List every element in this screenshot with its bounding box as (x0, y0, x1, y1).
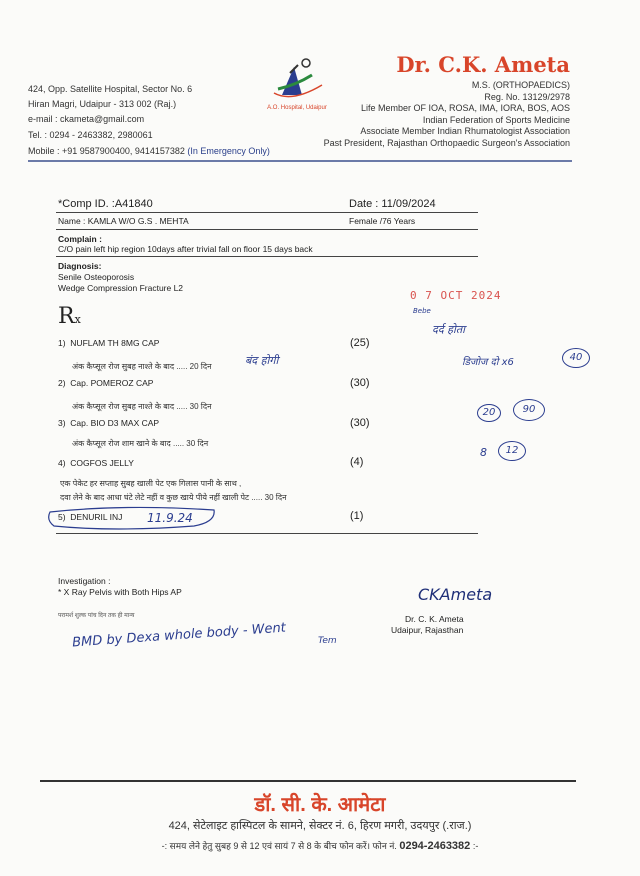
header-divider (28, 160, 572, 162)
handwritten-mark: 8 (480, 446, 487, 459)
handwritten-circled-number: 20 (477, 404, 501, 422)
handwritten-note: बंद होगी (245, 354, 279, 367)
patient-name: Name : KAMLA W/O G.S . MEHTA (58, 216, 189, 226)
rule (56, 229, 478, 230)
qualification-line: Associate Member Indian Rhumatologist Association (360, 126, 570, 136)
doctor-signature: CKAmeta (418, 585, 493, 604)
handwritten-bmd-note: Tem (318, 636, 337, 646)
patient-sex-age: Female /76 Years (349, 216, 416, 226)
medication-instructions: अंक कैप्सूल रोज सुबह नाश्ते के बाद ..... 20 दिन (72, 362, 212, 371)
complain-label: Complain : (58, 234, 102, 244)
qualifications (324, 80, 570, 149)
comp-id: *Comp ID. :A41840 (58, 198, 153, 210)
medication-instructions: अंक कैप्सूल रोज शाम खाने के बाद ..... 30 दिन (72, 439, 209, 448)
rx-symbol: Rx (58, 304, 81, 329)
medication-instructions: एक पेकेट हर सप्ताह सुबह खाली पेट एक गिलास पानी के साथ , (60, 479, 242, 488)
footer-doctor-name: डॉ. सी. के. आमेटा (254, 794, 386, 816)
qualification-line: Reg. No. 13129/2978 (484, 91, 570, 102)
consultation-note: परामर्श शुल्क पांच दिन तक ही मान्य (58, 613, 135, 619)
handwritten-circled-number: 12 (498, 441, 526, 461)
mobile-line (28, 144, 270, 159)
qualification-line: Indian Federation of Sports Medicine (422, 114, 570, 125)
email-line: e-mail : ckameta@gmail.com (28, 114, 145, 124)
handwritten-circled-number: 40 (562, 348, 590, 368)
medication-qty: (4) (350, 456, 364, 468)
handwritten-note: Bebe (413, 307, 431, 315)
footer-address: 424, सेटेलाइट हास्पिटल के सामने, सेक्टर नं. 6, हिरण मगरी, उदयपुर (.राज.) (168, 820, 472, 832)
medication-qty: (1) (350, 510, 364, 522)
visit-date: Date : 11/09/2024 (349, 198, 436, 210)
doctor-name: Dr. C.K. Ameta (396, 52, 570, 77)
qualification-line: M.S. (ORTHOPAEDICS) (471, 80, 570, 90)
address-line-2: Hiran Magri, Udaipur - 313 002 (Raj.) (28, 99, 177, 109)
complain-text: C/O pain left hip region 10days after trivial fall on floor 15 days back (58, 244, 313, 254)
medication-item: 3) Cap. BIO D3 MAX CAP (58, 418, 160, 428)
investigation-item: * X Ray Pelvis with Both Hips AP (58, 587, 182, 597)
medication-item: 5) DENURIL INJ (58, 512, 123, 522)
investigation-label: Investigation : (58, 576, 111, 586)
diagnosis-line: Senile Osteoporosis (58, 272, 135, 282)
medication-instructions: दवा लेने के बाद आधा घंटे लेटे नहीं व कुछ खाये पीये नहीं खाली पेट ..... 30 दिन (60, 493, 287, 502)
medication-item: 2) Cap. POMEROZ CAP (58, 378, 154, 388)
footer-timing: -: समय लेने हेतु सुबह 9 से 12 एवं सायं 7 से 8 के बीच फोन करें। फोन नं. 0294-2463382 :- (161, 840, 479, 852)
footer-phone: 0294-2463382 (399, 840, 471, 852)
mobile-note: (In Emergency Only) (187, 146, 270, 156)
mobile-numbers: Mobile : +91 9587900400, 9414157382 (28, 146, 185, 156)
handwritten-circled-number: 90 (513, 399, 545, 421)
signature-name: Dr. C. K. Ameta (405, 614, 464, 624)
medication-item: 4) COGFOS JELLY (58, 458, 134, 468)
qualification-line: Life Member OF IOA, ROSA, IMA, IORA, BOS, AOS (360, 103, 570, 113)
medication-qty: (30) (350, 377, 370, 389)
diagnosis-line: Wedge Compression Fracture L2 (58, 283, 184, 293)
medication-qty: (30) (350, 417, 370, 429)
signature-place: Udaipur, Rajasthan (391, 625, 464, 635)
telephone-line: Tel. : 0294 - 2463382, 2980061 (28, 130, 153, 140)
logo-text: A.O. Hospital, Udaipur (267, 105, 327, 111)
medication-qty: (25) (350, 337, 370, 349)
received-date-stamp: 0 7 OCT 2024 (410, 289, 502, 302)
handwritten-note: दर्द होता (432, 323, 465, 336)
medication-item: 1) NUFLAM TH 8MG CAP (58, 338, 160, 348)
rule (56, 212, 478, 213)
rule (56, 256, 478, 257)
medication-instructions: अंक कैप्सूल रोज सुबह नाश्ते के बाद ..... 30 दिन (72, 402, 212, 411)
footer-divider (40, 780, 576, 782)
diagnosis-label: Diagnosis: (58, 261, 102, 271)
handwritten-bmd-note: BMD by Dexa whole body - Went (71, 620, 287, 651)
handwritten-injection-date: 11.9.24 (147, 511, 193, 525)
rule (56, 533, 478, 534)
qualification-line: Past President, Rajasthan Orthopaedic Surgeon's Association (323, 137, 570, 148)
address-line-1: 424, Opp. Satellite Hospital, Sector No. 6 (28, 84, 193, 94)
handwritten-note: डिजोज दो x6 (462, 357, 514, 368)
